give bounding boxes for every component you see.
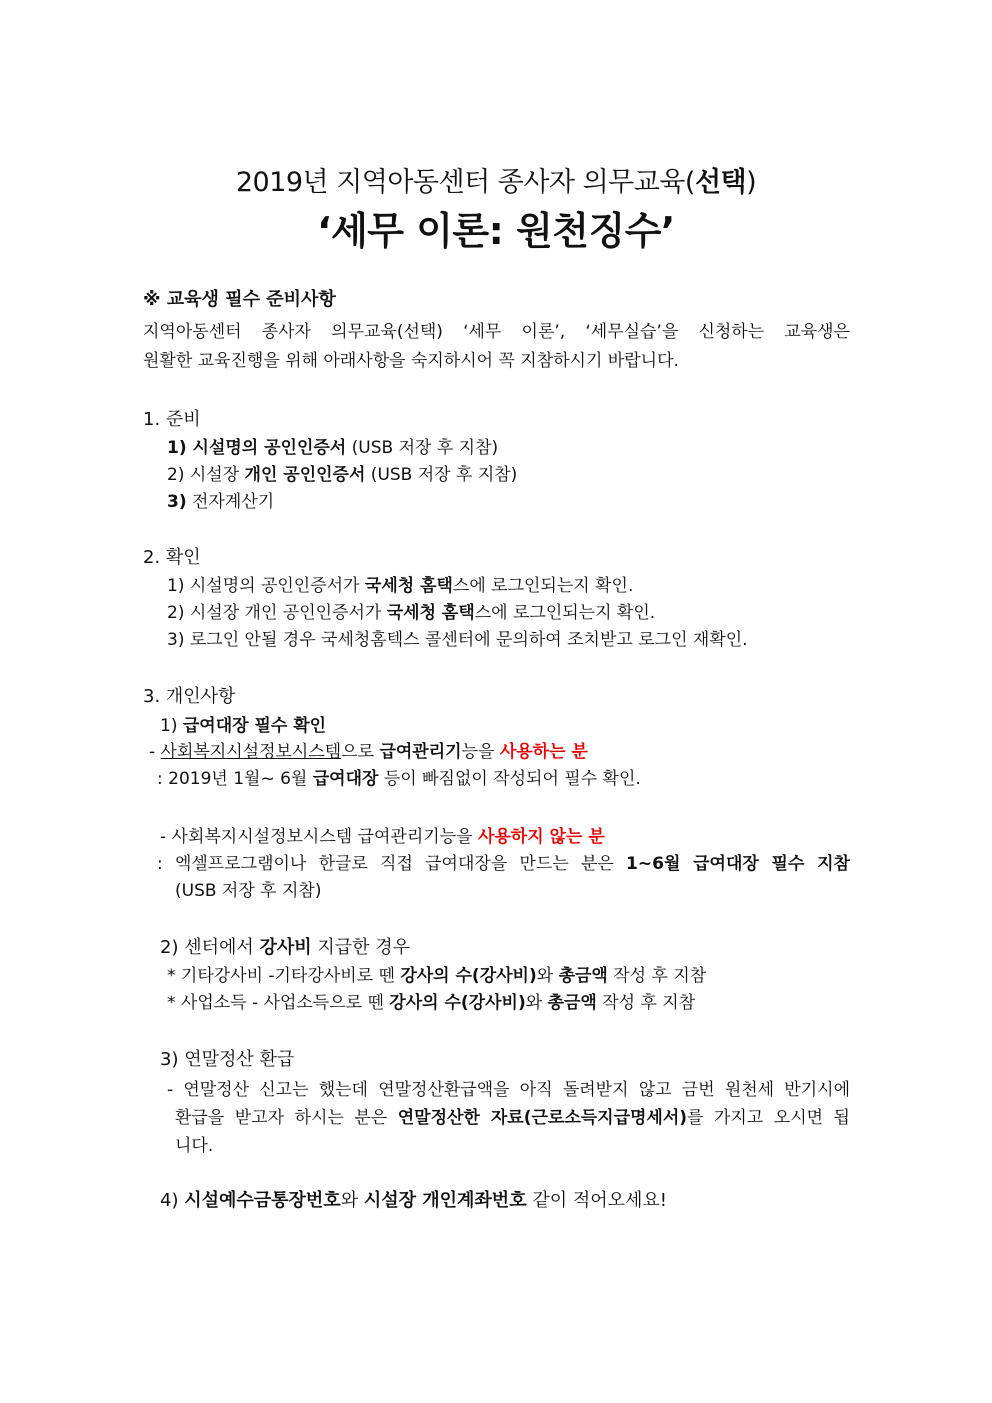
section1-heading: 1. 준비 bbox=[143, 409, 201, 430]
title-prefix: 2019년 지역아동센터 종사자 의무교육( bbox=[235, 167, 695, 198]
section3-heading: 3. 개인사항 bbox=[143, 686, 236, 707]
document-title bbox=[0, 160, 992, 199]
section3-sub2: 2) 센터에서 강사비 지급한 경우 bbox=[160, 937, 411, 958]
section1-item3: 3) 전자계산기 bbox=[167, 492, 275, 512]
section2-heading: 2. 확인 bbox=[143, 547, 201, 568]
section3-sub1: 1) 급여대장 필수 확인 bbox=[160, 716, 327, 736]
section1-item1: 1) 시설명의 공인인증서 (USB 저장 후 지참) bbox=[167, 438, 499, 458]
section3-sub2-item-b: * 사업소득 - 사업소득으로 뗀 강사의 수(강사비)와 총금액 작성 후 지참 bbox=[167, 993, 696, 1013]
section3-use-line: - 사회복지시설정보시스템으로 급여관리기능을 사용하는 분 bbox=[149, 742, 588, 762]
section3-sub3-line3: 니다. bbox=[175, 1136, 214, 1156]
section3-sub3-line1: - 연말정산 신고는 했는데 연말정산환급액을 아직 돌려받지 않고 금번 원천세 반기시에 bbox=[167, 1080, 850, 1100]
notice-para-line1: 지역아동센터 종사자 의무교육(선택) ‘세무 이론’, ‘세무실습’을 신청하는 교육생은 bbox=[143, 322, 850, 342]
section3-sub4: 4) 시설예수금통장번호와 시설장 개인계좌번호 같이 적어오세요! bbox=[160, 1190, 667, 1211]
section3-sub3: 3) 연말정산 환급 bbox=[160, 1049, 295, 1070]
section2-item3: 3) 로그인 안될 경우 국세청홈텍스 콜센터에 문의하여 조치받고 로그인 재확인. bbox=[167, 630, 748, 650]
section3-sub2-item-a: * 기타강사비 -기타강사비로 뗀 강사의 수(강사비)와 총금액 작성 후 지참 bbox=[167, 966, 707, 986]
section1-item2: 2) 시설장 개인 공인인증서 (USB 저장 후 지참) bbox=[167, 465, 518, 485]
social-welfare-system-link: 사회복지시설정보시스템 bbox=[160, 742, 342, 762]
title-suffix: ) bbox=[746, 167, 757, 198]
section2-item2: 2) 시설장 개인 공인인증서가 국세청 홈택스에 로그인되는지 확인. bbox=[167, 603, 656, 623]
section3-use-detail: : 2019년 1월~ 6월 급여대장 등이 빠짐없이 작성되어 필수 확인. bbox=[157, 769, 641, 789]
notice-heading: ※ 교육생 필수 준비사항 bbox=[143, 289, 336, 310]
section3-sub3-line2: 환급을 받고자 하시는 분은 연말정산한 자료(근로소득지급명세서)를 가지고 오시면 됩 bbox=[175, 1108, 850, 1128]
section2-item1: 1) 시설명의 공인인증서가 국세청 홈택스에 로그인되는지 확인. bbox=[167, 576, 634, 596]
section3-nouse-detail-line2: (USB 저장 후 지참) bbox=[175, 881, 322, 901]
document-subtitle: ‘세무 이론: 원천징수’ bbox=[317, 209, 675, 253]
section3-nouse-detail: : 엑셀프로그램이나 한글로 직접 급여대장을 만드는 분은 1~6월 급여대장 필수 지참 bbox=[157, 854, 850, 874]
title-bold: 선택 bbox=[694, 167, 747, 198]
section3-nouse-line: - 사회복지시설정보시스템 급여관리기능을 사용하지 않는 분 bbox=[160, 827, 605, 847]
notice-para-line2: 원활한 교육진행을 위해 아래사항을 숙지하시어 꼭 지참하시기 바랍니다. bbox=[143, 351, 679, 371]
